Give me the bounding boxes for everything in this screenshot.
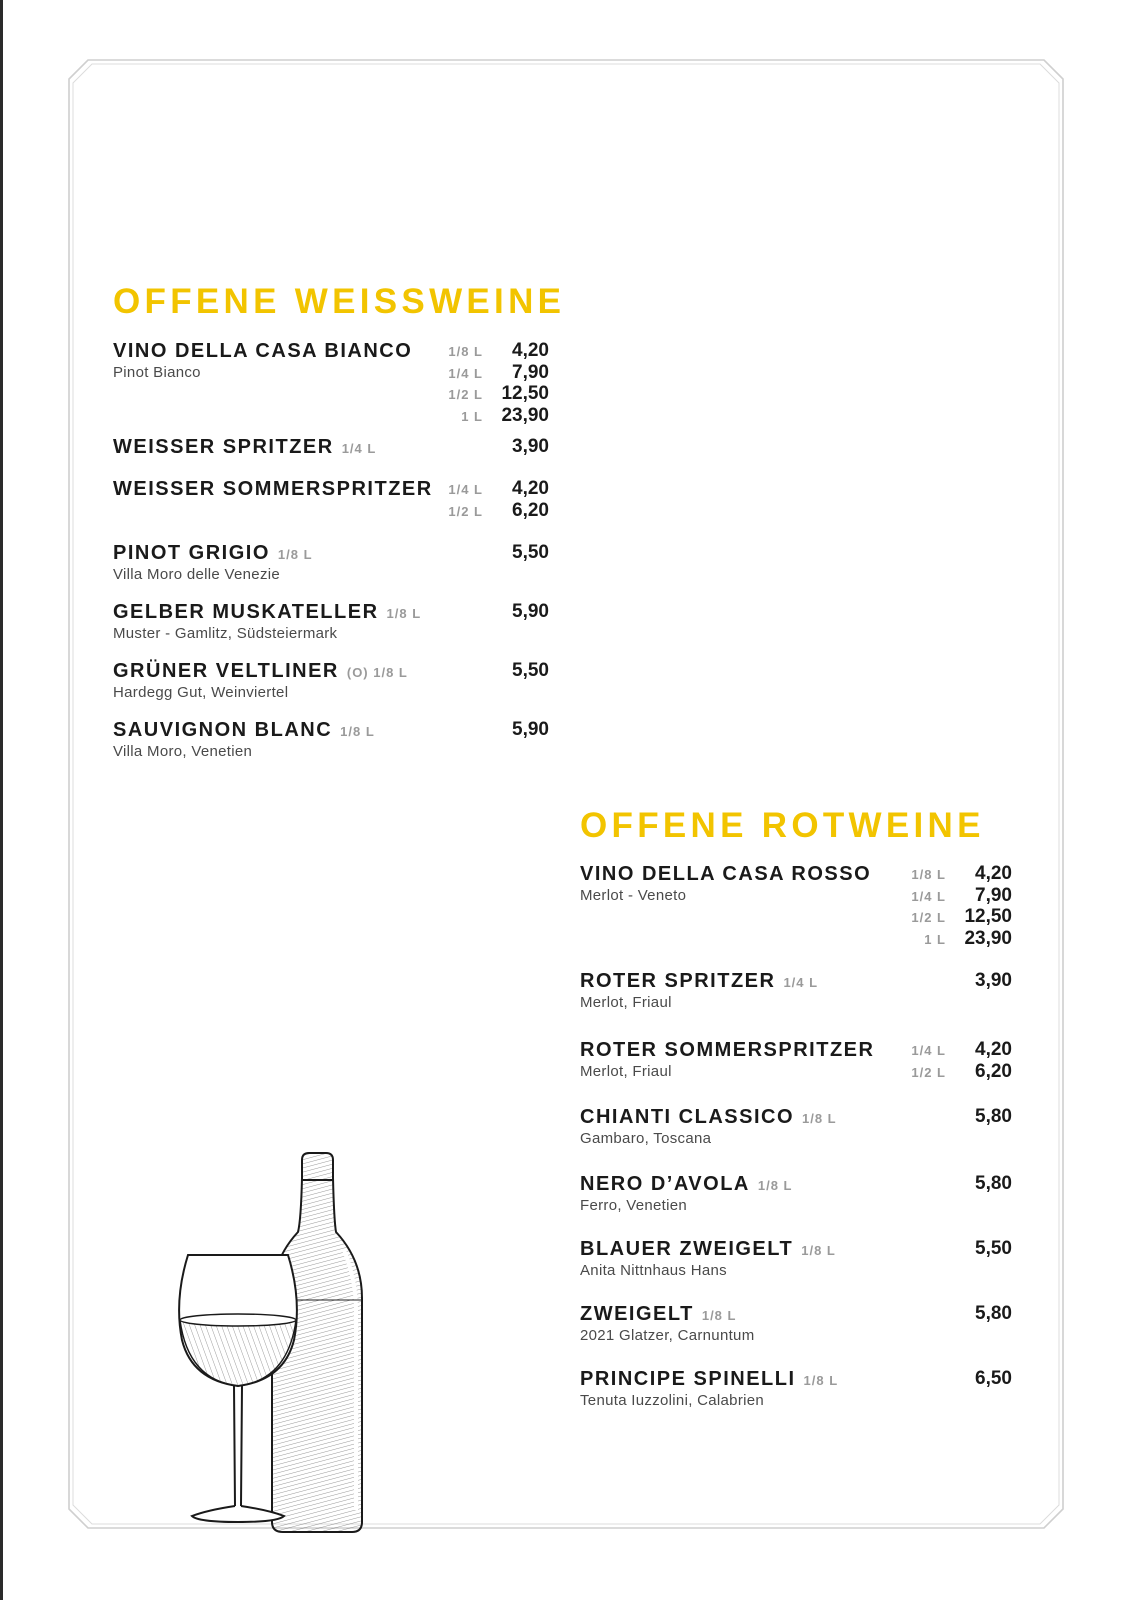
price: 7,90: [512, 361, 549, 383]
price: 5,80: [975, 1106, 1012, 1127]
menu-item: [113, 660, 549, 701]
size-label: 1/8 L: [757, 1178, 793, 1193]
wine-name: GELBER MUSKATELLER: [113, 601, 379, 623]
menu-item: [580, 863, 1012, 949]
wine-name: BLAUER ZWEIGELT: [580, 1238, 794, 1260]
wine-description: Hardegg Gut, Weinviertel: [113, 684, 289, 701]
size-label: 1 L: [461, 408, 483, 424]
wine-name: PRINCIPE SPINELLI: [580, 1368, 796, 1390]
price: 4,20: [512, 478, 549, 499]
menu-item: [113, 478, 549, 521]
price: 4,20: [975, 1039, 1012, 1060]
menu-item: [113, 719, 549, 760]
price: 23,90: [964, 927, 1012, 949]
size-label: 1/8 L: [803, 1373, 839, 1388]
wine-description: Tenuta Iuzzolini, Calabrien: [580, 1392, 765, 1409]
price-list: [958, 1368, 1012, 1390]
price: 4,20: [975, 863, 1012, 884]
size-label: 1/8 L: [277, 547, 313, 562]
price: 5,80: [975, 1303, 1012, 1324]
price-list: [495, 542, 549, 564]
size-label: 1/2 L: [448, 503, 483, 519]
price-list: [958, 1303, 1012, 1325]
wine-description: Ferro, Venetien: [580, 1197, 688, 1214]
red-wine-title: OFFENE ROTWEINE: [580, 806, 985, 845]
wine-description: Muster - Gamlitz, Südsteiermark: [113, 625, 338, 642]
price-list: [958, 1106, 1012, 1128]
price-list: [495, 601, 549, 623]
price: 5,90: [512, 601, 549, 622]
size-label: 1/4 L: [911, 1043, 946, 1058]
size-label: 1/4 L: [448, 365, 483, 381]
size-label: 1/8 L: [802, 1111, 837, 1126]
wine-description: Pinot Bianco: [113, 364, 201, 381]
wine-description: Gambaro, Toscana: [580, 1130, 712, 1147]
price: 5,50: [512, 660, 549, 681]
white-wine-section: [113, 282, 566, 760]
wine-name: ZWEIGELT: [580, 1303, 694, 1325]
wine-name: WEISSER SPRITZER: [113, 436, 334, 458]
wine-name: ROTER SPRITZER: [580, 970, 776, 992]
size-label: 1/4 L: [911, 888, 946, 904]
menu-item: [113, 601, 549, 642]
menu-item: [580, 1039, 1012, 1080]
wine-description: Merlot, Friaul: [580, 1063, 672, 1080]
wine-name: CHIANTI CLASSICO: [580, 1106, 794, 1128]
price: 6,20: [975, 1060, 1012, 1082]
price-list: [495, 436, 549, 458]
wine-name: WEISSER SOMMERSPRITZER: [113, 478, 433, 500]
price: 5,80: [975, 1173, 1012, 1194]
wine-name: PINOT GRIGIO: [113, 542, 270, 564]
wine-description: 2021 Glatzer, Carnuntum: [580, 1327, 755, 1344]
size-label: 1/8 L: [448, 344, 483, 359]
red-wine-section: [580, 808, 1012, 1409]
price-list: [443, 340, 549, 426]
size-label: 1/4 L: [783, 975, 819, 990]
price-list: [495, 719, 549, 741]
menu-item: [113, 542, 549, 583]
price: 5,90: [512, 719, 549, 740]
size-label: 1/8 L: [701, 1308, 737, 1323]
price-list: [958, 1173, 1012, 1195]
size-label: 1/4 L: [448, 482, 483, 497]
menu-item: [580, 970, 1012, 1011]
menu-item: [113, 436, 549, 459]
price: 12,50: [501, 383, 549, 405]
wine-bottle-glass-illustration: [168, 1150, 378, 1550]
price: 23,90: [501, 404, 549, 426]
wine-description: Merlot, Friaul: [580, 994, 672, 1011]
price-list: [906, 863, 1012, 949]
wine-description: Merlot - Veneto: [580, 887, 687, 904]
size-label: 1/2 L: [911, 1064, 946, 1080]
wine-description: Villa Moro delle Venezie: [113, 566, 281, 583]
wine-name: SAUVIGNON BLANC: [113, 719, 333, 741]
price: 3,90: [512, 436, 549, 457]
price-list: [958, 1238, 1012, 1260]
wine-description: Villa Moro, Venetien: [113, 743, 253, 760]
price: 4,20: [512, 340, 549, 361]
menu-item: [580, 1238, 1012, 1279]
size-label: 1 L: [924, 931, 946, 947]
price-list: [495, 660, 549, 682]
size-label: 1/4 L: [341, 441, 377, 456]
price-list: [443, 478, 549, 521]
price: 6,20: [512, 499, 549, 521]
price: 5,50: [512, 542, 549, 563]
size-label: 1/8 L: [911, 867, 946, 882]
price: 5,50: [975, 1238, 1012, 1259]
size-label: 1/8 L: [340, 724, 375, 739]
price: 6,50: [975, 1368, 1012, 1389]
menu-item: [113, 340, 549, 426]
price: 12,50: [964, 906, 1012, 928]
menu-item: [580, 1106, 1012, 1147]
price: 3,90: [975, 970, 1012, 991]
size-label: 1/8 L: [386, 606, 422, 621]
price: 7,90: [975, 884, 1012, 906]
menu-item: [580, 1173, 1012, 1214]
price-list: [906, 1039, 1012, 1082]
wine-name: VINO DELLA CASA BIANCO: [113, 340, 413, 362]
wine-name: GRÜNER VELTLINER: [113, 660, 339, 682]
wine-name: VINO DELLA CASA ROSSO: [580, 863, 872, 885]
size-label: 1/2 L: [448, 387, 483, 403]
price-list: [958, 970, 1012, 992]
menu-item: [580, 1368, 1012, 1409]
wine-description: Anita Nittnhaus Hans: [580, 1262, 727, 1279]
menu-item: [580, 1303, 1012, 1344]
size-label: 1/8 L: [801, 1243, 836, 1258]
size-label: (O) 1/8 L: [346, 665, 408, 680]
wine-name: ROTER SOMMERSPRITZER: [580, 1039, 875, 1061]
white-wine-title: OFFENE WEISSWEINE: [113, 282, 566, 321]
size-label: 1/2 L: [911, 910, 946, 926]
wine-name: NERO D’AVOLA: [580, 1173, 750, 1195]
